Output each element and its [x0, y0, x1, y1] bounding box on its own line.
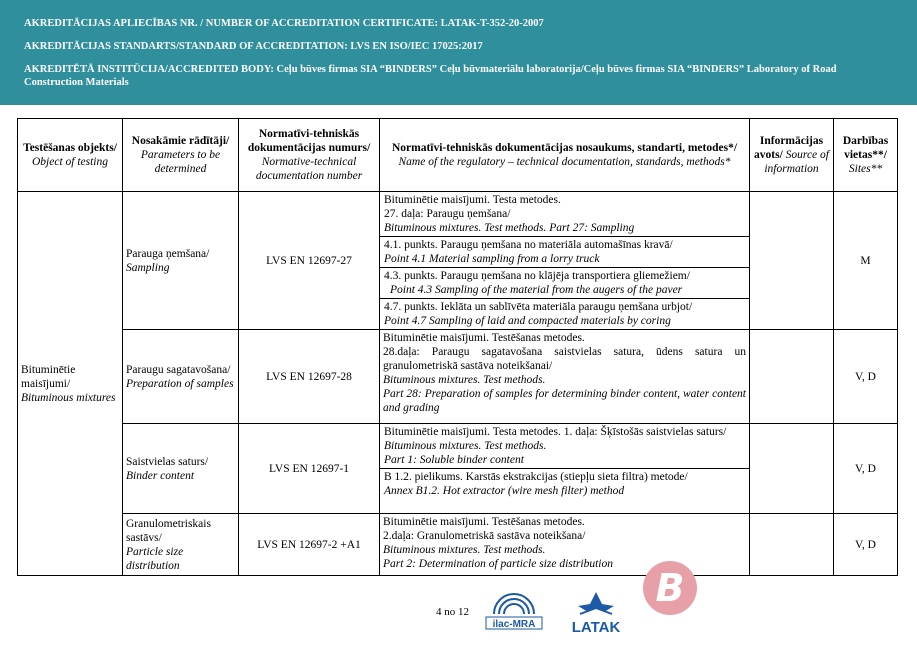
page-number: 4 no 12 — [436, 606, 469, 618]
table-row — [18, 424, 898, 514]
header-source: Informācijas avots/ Source of information — [750, 119, 834, 192]
source-cell — [750, 330, 834, 424]
parameter-cell: Saistvielas saturs/ Binder content — [123, 424, 239, 514]
certificate-header — [0, 0, 917, 105]
subrow: Bituminētie maisījumi. Testa metodes. 1. daļa: Šķīstošās saistvielas saturs/ Bituminous mixtures. Test methods. Part 1: Soluble binder content — [380, 424, 749, 469]
subrow: B 1.2. pielikums. Karstās ekstrakcijas (stiepļu sieta filtra) metode/ Annex B1.2. Hot extractor (wire mesh filter) method — [384, 471, 688, 497]
table-row — [18, 330, 898, 424]
latak-logo — [566, 588, 626, 638]
sites-cell: V, D — [834, 514, 898, 576]
accredited-body: AKREDITĒTĀ INSTITŪCIJA/ACCREDITED BODY: Ceļu būves firmas SIA “BINDERS” Ceļu būvmateriālu laboratorija/Ceļu būves firmas SIA “BINDERS” Laboratory of Road Construction Materials — [24, 64, 837, 88]
doc-name-cell — [380, 424, 750, 514]
header-doc-number: Normatīvi-tehniskās dokumentācijas numurs/ Normative-technical documentation number — [239, 119, 380, 192]
doc-number-cell: LVS EN 12697-1 — [239, 424, 380, 514]
table-row — [18, 514, 898, 576]
header-object: Testēšanas objekts/ Object of testing — [18, 119, 123, 192]
watermark-letter: B — [655, 566, 685, 610]
parameter-cell: Granulometriskais sastāvs/ Particle size distribution — [123, 514, 239, 576]
certificate-number: AKREDITĀCIJAS APLIECĪBAS NR. / NUMBER OF ACCREDITATION CERTIFICATE: LATAK-T-352-20-2007 — [24, 18, 544, 29]
source-cell — [750, 514, 834, 576]
header-doc-name: Normatīvi-tehniskās dokumentācijas nosaukums, standarti, metodes*/ Name of the regulatory – technical documentation, standards, methods* — [380, 119, 750, 192]
ilac-mra-label: ilac-MRA — [492, 619, 536, 630]
doc-number-cell: LVS EN 12697-28 — [239, 330, 380, 424]
source-cell — [750, 424, 834, 514]
table-header-row — [18, 119, 898, 192]
parameter-cell: Parauga ņemšana/ Sampling — [123, 192, 239, 330]
header-parameters: Nosakāmie rādītāji/ Parameters to be determined — [123, 119, 239, 192]
binders-watermark-logo — [640, 558, 700, 618]
header-sites: Darbības vietas**/ Sites** — [834, 119, 898, 192]
subrow: Bituminētie maisījumi. Testa metodes. 27. daļa: Paraugu ņemšana/ Bituminous mixtures. Test methods. Part 27: Sampling — [380, 192, 749, 237]
doc-name-cell: Bituminētie maisījumi. Testēšanas metodes. 28.daļa: Paraugu sagatavošana saistvielas satura, ūdens satura un granulometriskā sastāva noteikšanai/ Bituminous mixtures. Test methods. Part 28: Preparation of samples for determining binder content, water content and grading — [380, 330, 750, 424]
doc-number-cell: LVS EN 12697-27 — [239, 192, 380, 330]
parameter-cell: Paraugu sagatavošana/ Preparation of samples — [123, 330, 239, 424]
sites-cell: V, D — [834, 424, 898, 514]
object-cell: Bituminētie maisījumi/ Bituminous mixtures — [18, 192, 123, 576]
sites-cell: M — [834, 192, 898, 330]
sites-cell: V, D — [834, 330, 898, 424]
accreditation-scope-table — [17, 118, 898, 576]
doc-number-cell: LVS EN 12697-2 +A1 — [239, 514, 380, 576]
subrow: 4.7. punkts. Ieklāta un sablīvēta materiāla paraugu ņemšana urbjot/ Point 4.7 Sampling of laid and compacted materials by coring — [384, 301, 693, 327]
source-cell — [750, 192, 834, 330]
subrow: 4.3. punkts. Paraugu ņemšana no klājēja transportiera gliemežiem/ Point 4.3 Sampling of the material from the augers of the paver — [380, 268, 749, 299]
subrow: 4.1. punkts. Paraugu ņemšana no materiāla automašīnas kravā/ Point 4.1 Material sampling from a lorry truck — [380, 237, 749, 268]
doc-name-cell — [380, 192, 750, 330]
doc-name-cell: Bituminētie maisījumi. Testēšanas metodes. 2.daļa: Granulometriskā sastāva noteikšana/ Bituminous mixtures. Test methods. Part 2: Determination of particle size distribution — [380, 514, 750, 576]
table-row — [18, 192, 898, 330]
latak-label: LATAK — [571, 619, 621, 636]
accreditation-standard: AKREDITĀCIJAS STANDARTS/STANDARD OF ACCREDITATION: LVS EN ISO/IEC 17025:2017 — [24, 41, 483, 52]
ilac-mra-logo — [484, 590, 544, 636]
